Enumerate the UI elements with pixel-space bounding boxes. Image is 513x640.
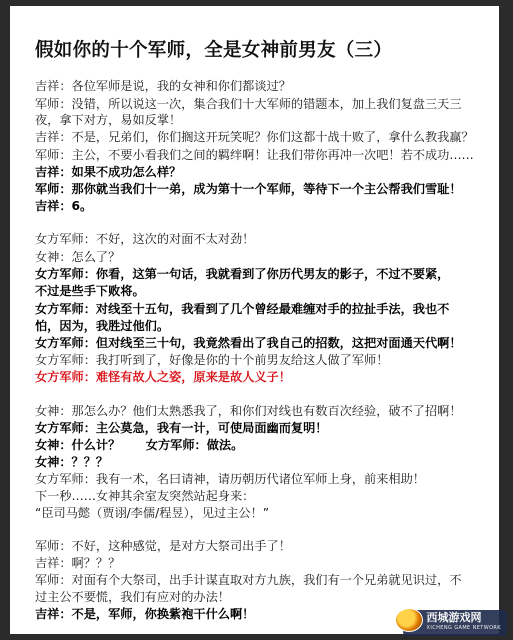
text-line: 过主公不要慌，我们有应对的办法！ (35, 590, 230, 604)
text-line: 军师：对面有个大祭司，出手计谋直取对方九族，我们有一个兄弟就见识过，不 (35, 573, 462, 587)
document-page (10, 6, 499, 634)
page-title: 假如你的十个军师，全是女神前男友（三） (35, 40, 393, 61)
text-line: 女方军师：我打听到了，好像是你的十个前男友给这人做了军师！ (35, 353, 389, 367)
text-line: 吉祥：不是，军师，你换紫袍干什么啊！ (35, 607, 255, 621)
highlight-line: 女方军师：难怪有故人之姿，原来是故人义子！ (35, 370, 291, 384)
text-line: 女方军师：你看，这第一句话，我就看到了你历代男友的影子，不过不要紧， (35, 267, 450, 281)
watermark-subtitle: XICHENG GAME NETWORK (426, 625, 501, 631)
text-line: 军师：不好，这种感觉，是对方大祭司出手了！ (35, 539, 291, 553)
text-line: 吉祥：如果不成功怎么样？ (35, 165, 182, 179)
text-line: “臣司马懿（贾诩/李儒/程昱），见过主公！” (35, 506, 270, 520)
text-line: 军师：没错，所以说这一次，集合我们十大军师的错题本，加上我们复盘三天三 (35, 97, 462, 111)
text-line: 吉祥：各位军师是说，我的女神和你们都谈过？ (35, 79, 291, 93)
text-line: 吉祥：不是，兄弟们，你们搁这开玩笑呢？你们这都十战十败了，拿什么教我赢？ (35, 130, 474, 144)
watermark-logo-icon (395, 608, 423, 632)
watermark-name: 西城游戏网 (426, 611, 482, 624)
text-line: 军师：那你就当我们十一弟，成为第十一个军师，等待下一个主公帮我们雪耻！ (35, 182, 462, 196)
text-line: 女神：那怎么办？他们太熟悉我了，和你们对线也有数百次经验，破不了招啊！ (35, 404, 462, 418)
watermark (395, 608, 501, 632)
text-line: 女方军师：对线至十五句，我看到了几个曾经最难缠对手的拉扯手法，我也不 (35, 302, 450, 316)
text-line: 吉祥：啊？？？ (35, 556, 121, 570)
text-line: 不过是些手下败将。 (35, 284, 145, 298)
text-line: 女方军师：不好，这次的对面不太对劲！ (35, 232, 255, 246)
text-line: 怕，因为，我胜过他们。 (35, 319, 170, 333)
text-line: 军师：主公，不要小看我们之间的羁绊啊！让我们带你再冲一次吧！若不成功…… (35, 148, 474, 162)
text-line: 女方军师：我有一术，名曰请神，请历朝历代诸位军师上身，前来相助！ (35, 472, 425, 486)
text-line: 吉祥：6。 (35, 199, 93, 213)
text-line: 夜，拿下对方，易如反掌！ (35, 113, 182, 127)
text-line: 女方军师：但对线至三十句，我竟然看出了我自己的招数，这把对面通天代啊！ (35, 336, 462, 350)
text-line: 女神：？？？ (35, 455, 109, 469)
text-line: 下一秒……女神其余室友突然站起身来： (35, 489, 255, 503)
text-line: 女方军师：主公莫急，我有一计，可使局面幽而复明！ (35, 421, 328, 435)
text-line: 女神：怎么了？ (35, 250, 121, 264)
text-line: 女神：什么计？ 女方军师：做法。 (35, 438, 244, 452)
